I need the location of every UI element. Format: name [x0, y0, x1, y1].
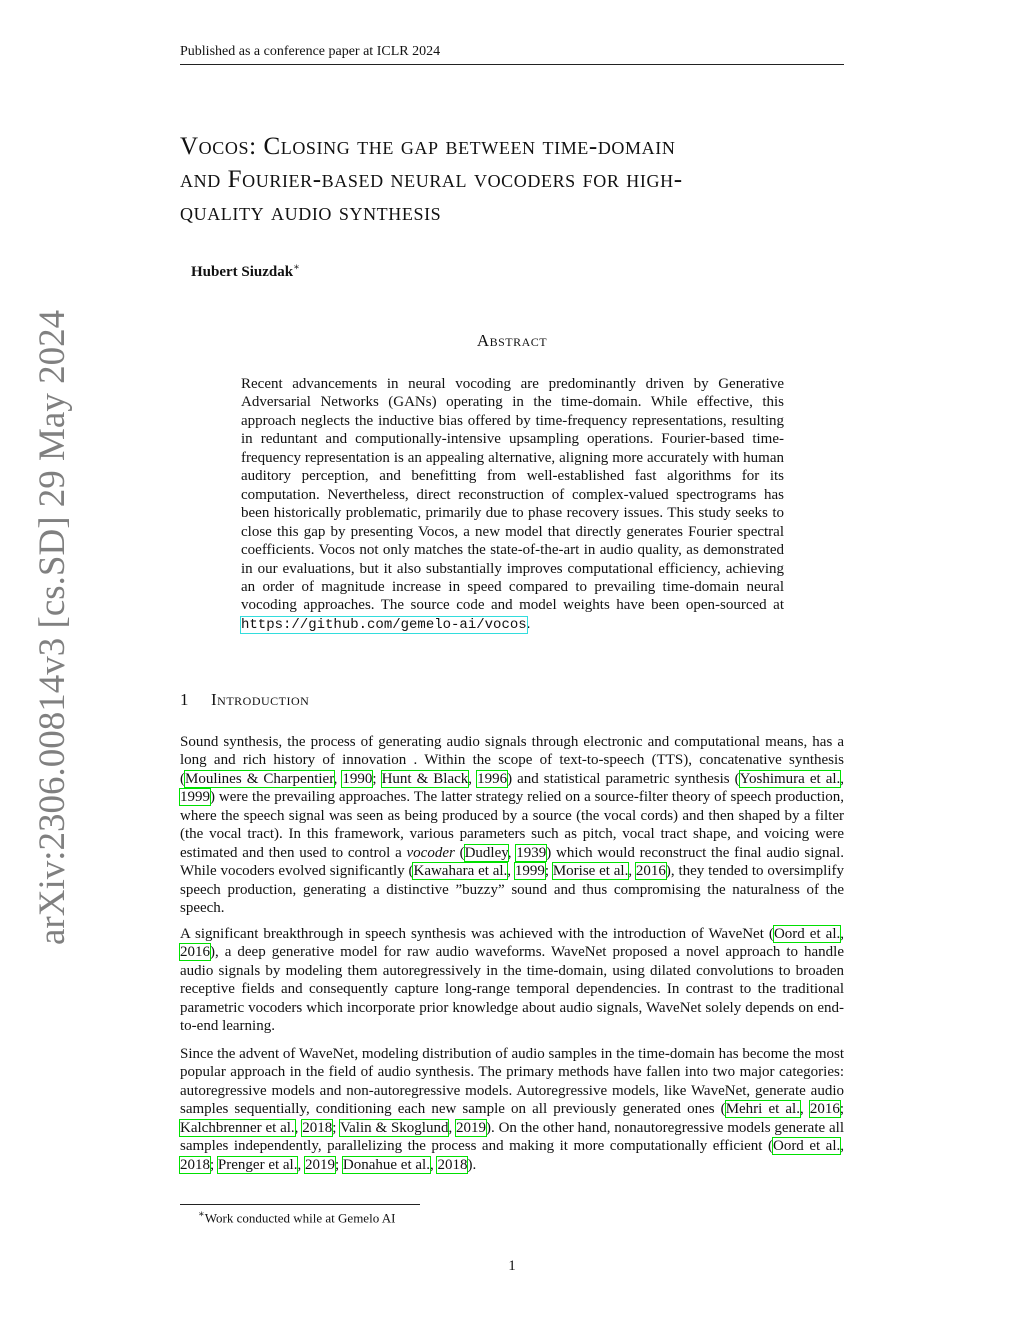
- citation-link[interactable]: Mehri et al.: [725, 1101, 800, 1118]
- abstract-heading: Abstract: [476, 331, 548, 350]
- title-line-1: Vocos: Closing the gap between time-domain: [180, 133, 676, 160]
- footnote-text: Work conducted while at Gemelo AI: [204, 1210, 396, 1226]
- author-name: Hubert Siuzdak: [191, 264, 294, 280]
- author-footnote-mark[interactable]: ∗: [293, 262, 300, 273]
- citation-link[interactable]: 2016: [180, 944, 210, 961]
- citation-link[interactable]: 1939: [516, 844, 547, 861]
- citation-link[interactable]: 2019: [456, 1119, 487, 1136]
- abstract-body: Recent advancements in neural vocoding are predominantly driven by Generative Adversarial Networks (GANs) operating in the time-domain. While effective, this approach neglects the inductive bias offered by time-frequency representations, resulting in reduntant and computionally-intensive upsampling operations. Fourier-based time-frequency representation is an appealing alternative, aligning more accurately with human auditory perception, and benefitting from well-established fast algorithms for its computation. Nevertheless, direct reconstruction of complex-valued spectrograms has been historically problematic, primarily due to phase recovery issues. This study seeks to close this gap by presenting Vocos, a new model that directly generates Fourier spectral coefficients. Vocos not only matches the state-of-the-art in audio quality, as demonstrated in our evaluations, but it also substantially improves computational efficiency, achieving an order of magnitude increase in speed compared to prevailing time-domain neural vocoding approaches. The source code and model weights have been open-sourced at: [241, 376, 784, 614]
- footnote-mark: ∗: [198, 1209, 205, 1220]
- citation-link[interactable]: Valin & Skoglund: [339, 1119, 449, 1136]
- section-number: 1: [180, 690, 189, 709]
- citation-link[interactable]: Kalchbrenner et al.: [180, 1119, 295, 1136]
- citation-link[interactable]: Kawahara et al.: [413, 863, 508, 880]
- paper-title: [180, 130, 860, 229]
- citation-link[interactable]: 1999: [180, 789, 210, 806]
- section-title: Introduction: [211, 690, 310, 709]
- citation-link[interactable]: Yoshimura et al.: [739, 770, 841, 787]
- citation-link[interactable]: 2018: [302, 1119, 333, 1136]
- citation-link[interactable]: Oord et al.: [772, 1138, 841, 1155]
- citation-link[interactable]: 1999: [514, 863, 545, 880]
- footnote: [198, 1209, 395, 1226]
- citation-link[interactable]: 1990: [342, 770, 373, 787]
- citation-link[interactable]: Dudley: [464, 844, 508, 861]
- citation-link[interactable]: Oord et al.: [773, 926, 841, 942]
- citation-link[interactable]: 2016: [809, 1101, 840, 1118]
- citation-link[interactable]: 1996: [477, 770, 508, 787]
- intro-paragraph-1: Sound synthesis, the process of generating audio signals through electronic and computational means, has a long and rich history of innovation . Within the scope of text-to-speech (TTS), concatenative synthesis (Moulines & Charpentier, 1990; Hunt & Black, 1996) and statistical parametric synthesis (Yoshimura et al., 1999) were the prevailing approaches. The latter strategy relied on a source-filter theory of speech production, where the speech signal was seen as being produced by a source (the vocal cords) and then shaped by a filter (the vocal tract). In this framework, various parameters such as pitch, vocal tract shape, and voicing were estimated and then used to control a vocoder (Dudley, 1939) which would reconstruct the final audio signal. While vocoders evolved significantly (Kawahara et al., 1999; Morise et al., 2016), they tended to oversimplify speech production, generating a distinctive ”buzzy” sound and thus compromising the naturalness of the speech.: [180, 734, 845, 917]
- footnote-divider: [180, 1204, 420, 1205]
- intro-paragraph-2: A significant breakthrough in speech synthesis was achieved with the introduction of WaveNet (Oord et al., 2016), a deep generative model for raw audio waveforms. WaveNet proposed a novel approach to handle audio signals by modeling them autoregressively in the time-domain, using dilated convolutions to broaden receptive fields and consequently capture long-range temporal dependencies. In contrast to the traditional parametric vocoders which incorporate prior knowledge about audio signals, WaveNet solely depends on end-to-end learning.: [180, 926, 845, 1035]
- citation-link[interactable]: 2018: [437, 1156, 468, 1173]
- citation-link[interactable]: 2016: [635, 863, 666, 880]
- citation-link[interactable]: Morise et al.: [552, 863, 629, 880]
- title-line-2: and Fourier-based neural vocoders for high-: [180, 166, 683, 193]
- citation-link[interactable]: Hunt & Black: [381, 770, 469, 787]
- vocoder-term: vocoder: [406, 844, 455, 861]
- intro-paragraph-3: Since the advent of WaveNet, modeling distribution of audio samples in the time-domain has become the most popular approach in the field of audio synthesis. The primary methods have fallen into two major categories: autoregressive models and non-autoregressive models. Autoregressive models, like WaveNet, generate audio samples sequentially, conditioning each new sample on all previously generated ones (Mehri et al., 2016; Kalchbrenner et al., 2018; Valin & Skoglund, 2019). On the other hand, nonautoregressive models generate all samples independently, parallelizing the process and making it more computationally efficient (Oord et al., 2018; Prenger et al., 2019; Donahue et al., 2018).: [180, 1046, 845, 1173]
- arxiv-stamp: arXiv:2306.00814v3 [cs.SD] 29 May 2024: [32, 309, 73, 945]
- page-number: 1: [508, 1258, 516, 1274]
- title-line-3: quality audio synthesis: [180, 199, 442, 226]
- citation-link[interactable]: 2019: [304, 1156, 335, 1173]
- citation-link[interactable]: Prenger et al.: [217, 1156, 298, 1173]
- section-heading: [180, 690, 309, 710]
- citation-link[interactable]: 2018: [180, 1156, 210, 1173]
- citation-link[interactable]: Donahue et al.: [342, 1156, 430, 1173]
- running-header: Published as a conference paper at ICLR 2024: [180, 44, 844, 65]
- citation-link[interactable]: Moulines & Charpentier: [185, 770, 334, 787]
- author: [191, 262, 300, 281]
- abstract-text: Recent advancements in neural vocoding are predominantly driven by Generative Adversarial Networks (GANs) operating in the time-domain. While effective, this approach neglects the inductive bias offered by time-frequency representations, resulting in reduntant and computionally-intensive upsampling operations. Fourier-based time-frequency representation is an appealing alternative, aligning more accurately with human auditory perception, and benefitting from well-established fast algorithms for its computation. Nevertheless, direct reconstruction of complex-valued spectrograms has been historically problematic, primarily due to phase recovery issues. This study seeks to close this gap by presenting Vocos, a new model that directly generates Fourier spectral coefficients. Vocos not only matches the state-of-the-art in audio quality, as demonstrated in our evaluations, but it also substantially improves computational efficiency, achieving an order of magnitude increase in speed compared to prevailing time-domain neural vocoding approaches. The source code and model weights have been open-sourced at https://github.com/gemelo-ai/vocos.: [241, 376, 784, 633]
- code-url-link[interactable]: https://github.com/gemelo-ai/vocos: [241, 616, 527, 633]
